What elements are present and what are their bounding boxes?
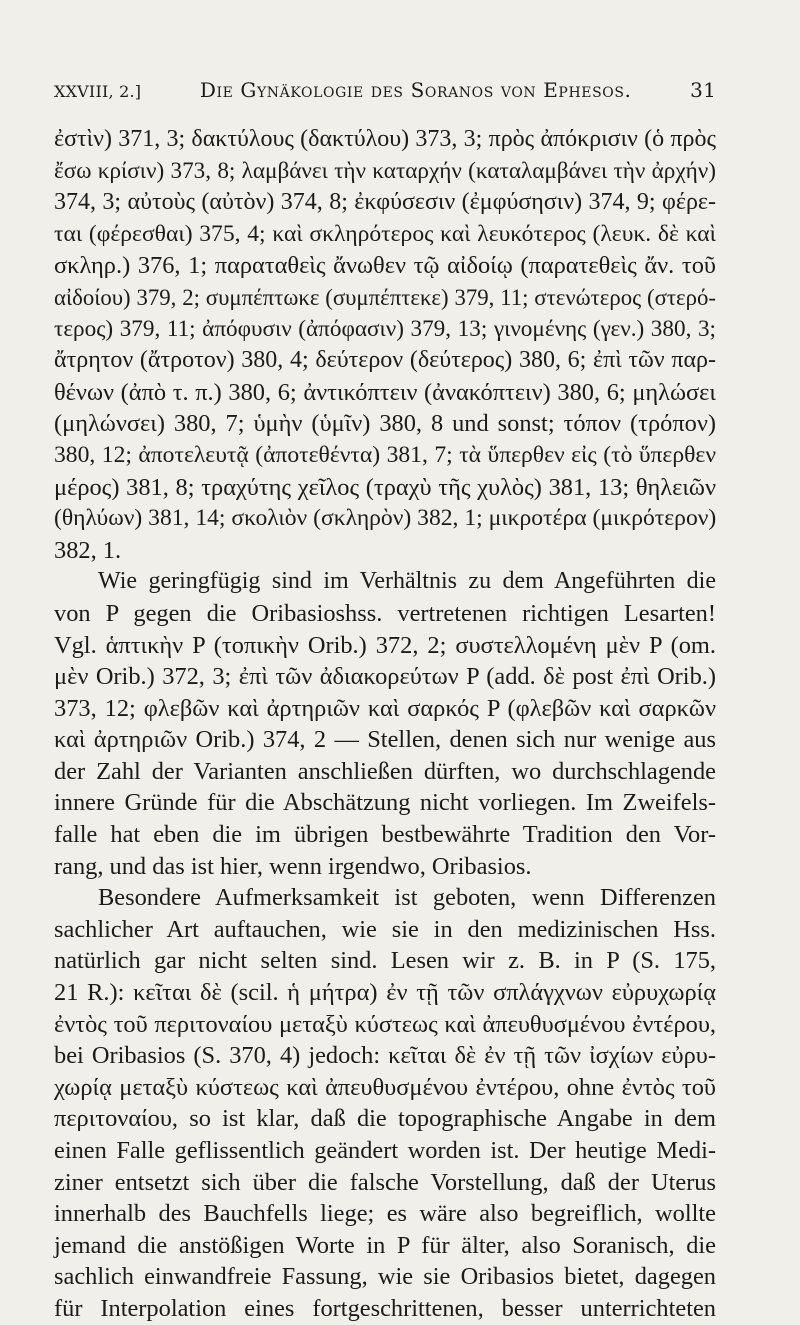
text-line: αἰδοίου) 379, 2; συμπέπτωκε (συμπέπτεκε) 379, 11; στενώτερος (στερό-: [54, 284, 716, 310]
text-line: jemand die anstößigen Worte in P für älter, also Soranisch, die: [54, 1231, 716, 1259]
text-line: ἐντὸς τοῦ περιτοναίου μεταξὺ κύστεως καὶ ἀπευθυσμένου ἐντέρου,: [54, 1010, 716, 1038]
text-line: 21 R.): κεῖται δὲ (scil. ἡ μήτρα) ἐν τῇ τῶν σπλάγχνων εὐρυχωρίᾳ: [54, 979, 716, 1007]
text-line: sachlich einwandfreie Fassung, wie sie Oribasios bietet, dagegen: [54, 1263, 716, 1291]
text-line: rang, und das ist hier, wenn irgendwo, Oribasios.: [54, 852, 532, 880]
text-line: von P gegen die Oribasioshss. vertretenen richtigen Lesarten!: [54, 599, 716, 627]
text-line: θένων (ἀπὸ τ. π.) 380, 6; ἀντικόπτειν (ἀνακόπτειν) 380, 6; μηλώσει: [54, 378, 716, 406]
text-line: einen Falle geflissentlich geändert worden ist. Der heutige Medi-: [54, 1137, 716, 1164]
text-line: ziner entsetzt sich über die falsche Vorstellung, daß der Uterus: [54, 1168, 716, 1196]
text-line: 382, 1.: [54, 536, 122, 564]
text-line: μέρος) 381, 8; τραχύτης χεῖλος (τραχὺ τῆς χυλὸς) 381, 13; θηλειῶν: [54, 473, 716, 501]
text-line: (θηλύων) 381, 14; σκολιὸν (σκληρὸν) 382, 1; μικροτέρα (μικρότερον): [54, 505, 717, 532]
text-line: für Interpolation eines fortgeschrittenen, besser unterrichteten: [54, 1294, 716, 1322]
section-reference: XXVIII, 2.]: [54, 82, 142, 101]
text-line: innerhalb des Bauchfells liege; es wäre also begreiflich, wollte: [54, 1200, 716, 1228]
text-line: Vgl. ἁπτικὴν P (τοπικὴν Orib.) 372, 2; συστελλομένη μὲν P (om.: [54, 631, 716, 659]
running-title: Die Gynäkologie des Soranos von Ephesos.: [199, 78, 632, 102]
text-line: falle hat eben die im übrigen bestbewährte Tradition den Vor-: [54, 821, 716, 849]
text-line: 374, 3; αὐτοὺς (αὐτὸν) 374, 8; ἐκφύσεσιν (ἐμφύσησιν) 374, 9; φέρε-: [54, 189, 716, 216]
text-line: καὶ ἀρτηριῶν Orib.) 374, 2 — Stellen, denen sich nur wenige aus: [54, 726, 716, 754]
text-line: τερος) 379, 11; ἀπόφυσιν (ἀπόφασιν) 379, 13; γινομένης (γεν.) 380, 3;: [54, 315, 716, 342]
paragraph-variant-list: [54, 124, 716, 566]
text-line: ται (φέρεσθαι) 375, 4; καὶ σκληρότερος καὶ λευκότερος (λευκ. δὲ καὶ: [54, 220, 716, 247]
text-line: σκληρ.) 376, 1; παραταθεὶς ἄνωθεν τῷ αἰδοίῳ (παρατεθεὶς ἄν. τοῦ: [54, 252, 716, 280]
text-line: ἐστὶν) 371, 3; δακτύλους (δακτύλου) 373, 3; πρὸς ἀπόκρισιν (ὁ πρὸς: [54, 126, 716, 152]
paragraph-substantive-differences: [54, 882, 716, 1324]
paragraph-correct-readings: [54, 566, 716, 882]
body-text: [54, 124, 716, 1325]
text-line: 373, 12; φλεβῶν καὶ ἀρτηριῶν καὶ σαρκός P (φλεβῶν καὶ σαρκῶν: [54, 694, 716, 722]
text-line: ἔσω κρίσιν) 373, 8; λαμβάνει τὴν καταρχήν (καταλαμβάνει τὴν ἀρχήν): [54, 157, 716, 184]
text-line: Besondere Aufmerksamkeit ist geboten, wenn Differenzen: [98, 884, 716, 912]
text-line: μὲν Orib.) 372, 3; ἐπὶ τῶν ἀδιακορεύτων P (add. δὲ post ἐπὶ Orib.): [54, 663, 716, 691]
text-line: natürlich gar nicht selten sind. Lesen wir z. B. in P (S. 175,: [54, 947, 716, 975]
text-line: ἄτρητον (ἄτροτον) 380, 4; δεύτερον (δεύτερος) 380, 6; ἐπὶ τῶν παρ-: [54, 347, 716, 374]
book-page: [54, 78, 716, 1325]
text-line: Wie geringfügig sind im Verhältnis zu dem Angeführten die: [98, 568, 716, 595]
text-line: χωρίᾳ μεταξὺ κύστεως καὶ ἀπευθυσμένου ἐντέρου, ohne ἐντὸς τοῦ: [54, 1073, 716, 1101]
text-line: bei Oribasios (S. 370, 4) jedoch: κεῖται δὲ ἐν τῇ τῶν ἰσχίων εὐρυ-: [54, 1042, 716, 1070]
page-number: 31: [690, 78, 716, 102]
text-line: sachlicher Art auftauchen, wie sie in den medizinischen Hss.: [54, 915, 716, 943]
text-line: περιτοναίου, so ist klar, daß die topographische Angabe in dem: [54, 1105, 716, 1133]
text-line: (μηλώνσει) 380, 7; ὑμὴν (ὑμῖν) 380, 8 und sonst; τόπον (τρόπον): [54, 410, 716, 438]
running-header: [54, 78, 716, 102]
text-line: innere Gründe für die Abschätzung nicht vorliegen. Im Zweifels-: [54, 789, 716, 817]
text-line: 380, 12; ἀποτελευτᾷ (ἀποτεθέντα) 381, 7; τὰ ὕπερθεν εἰς (τὸ ὕπερθεν: [54, 441, 716, 468]
text-line: der Zahl der Varianten anschließen dürften, wo durchschlagende: [54, 757, 716, 785]
